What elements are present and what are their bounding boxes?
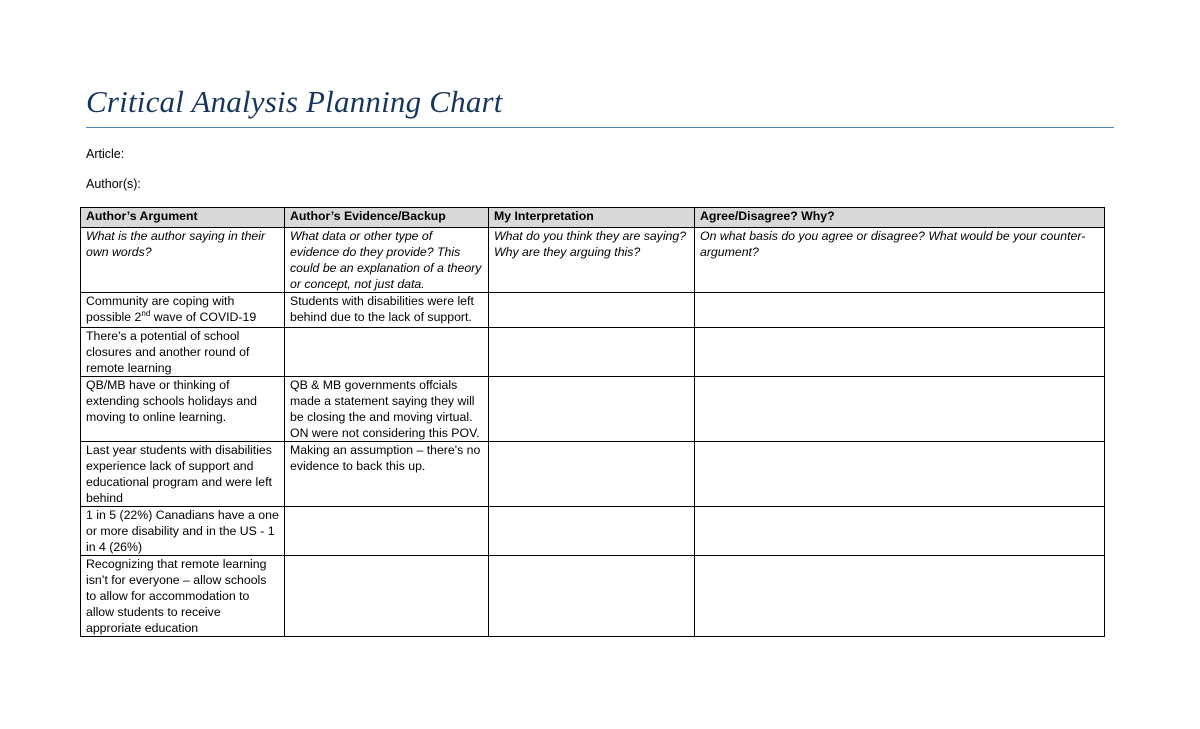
table-cell (285, 556, 489, 637)
table-cell: Recognizing that remote learning isn’t for everyone – allow schools to allow for accommodation to allow students to receive approriate education (81, 556, 285, 637)
cell-text: wave of COVID-19 (150, 310, 257, 324)
header-row (81, 208, 1105, 228)
table-row (81, 293, 1105, 328)
table-cell: Students with disabilities were left behind due to the lack of support. (285, 293, 489, 328)
table-cell: Making an assumption – there's no evidence to back this up. (285, 442, 489, 507)
header-authors-evidence: Author’s Evidence/Backup (285, 208, 489, 228)
table-cell (695, 377, 1105, 442)
table-cell: What do you think they are saying? Why are they arguing this? (489, 228, 695, 293)
guide-row (81, 228, 1105, 293)
table-cell (81, 293, 285, 328)
table-row (81, 556, 1105, 637)
table-cell: What data or other type of evidence do they provide? This could be an explanation of a theory or concept, not just data. (285, 228, 489, 293)
table-cell (695, 507, 1105, 556)
superscript-text: nd (141, 308, 151, 318)
table-cell (285, 328, 489, 377)
table-cell (489, 377, 695, 442)
table-cell (695, 442, 1105, 507)
title-underline (86, 127, 1114, 128)
planning-chart-table (80, 207, 1105, 637)
table-cell (489, 507, 695, 556)
header-authors-argument: Author’s Argument (81, 208, 285, 228)
table-row (81, 442, 1105, 507)
article-label: Article: (86, 147, 125, 161)
table-cell: Last year students with disabilities experience lack of support and educational program and were left behind (81, 442, 285, 507)
table-cell (695, 328, 1105, 377)
table-cell: QB/MB have or thinking of extending schools holidays and moving to online learning. (81, 377, 285, 442)
table-cell (695, 293, 1105, 328)
header-agree-disagree: Agree/Disagree? Why? (695, 208, 1105, 228)
table-cell: QB & MB governments offcials made a statement saying they will be closing the and moving virtual. ON were not considering this POV. (285, 377, 489, 442)
table-cell (489, 556, 695, 637)
table-row (81, 328, 1105, 377)
page-title: Critical Analysis Planning Chart (86, 84, 503, 119)
table-cell: There's a potential of school closures and another round of remote learning (81, 328, 285, 377)
table-row (81, 377, 1105, 442)
table-cell (489, 293, 695, 328)
authors-label: Author(s): (86, 177, 141, 191)
cell-text: Community are coping with possible 2 (86, 294, 235, 324)
table-cell: 1 in 5 (22%) Canadians have a one or more disability and in the US - 1 in 4 (26%) (81, 507, 285, 556)
table-cell (285, 507, 489, 556)
table-cell (489, 442, 695, 507)
table-cell (489, 328, 695, 377)
table-cell: On what basis do you agree or disagree? What would be your counter-argument? (695, 228, 1105, 293)
table-cell: What is the author saying in their own words? (81, 228, 285, 293)
table-row (81, 507, 1105, 556)
table-cell (695, 556, 1105, 637)
header-my-interpretation: My Interpretation (489, 208, 695, 228)
